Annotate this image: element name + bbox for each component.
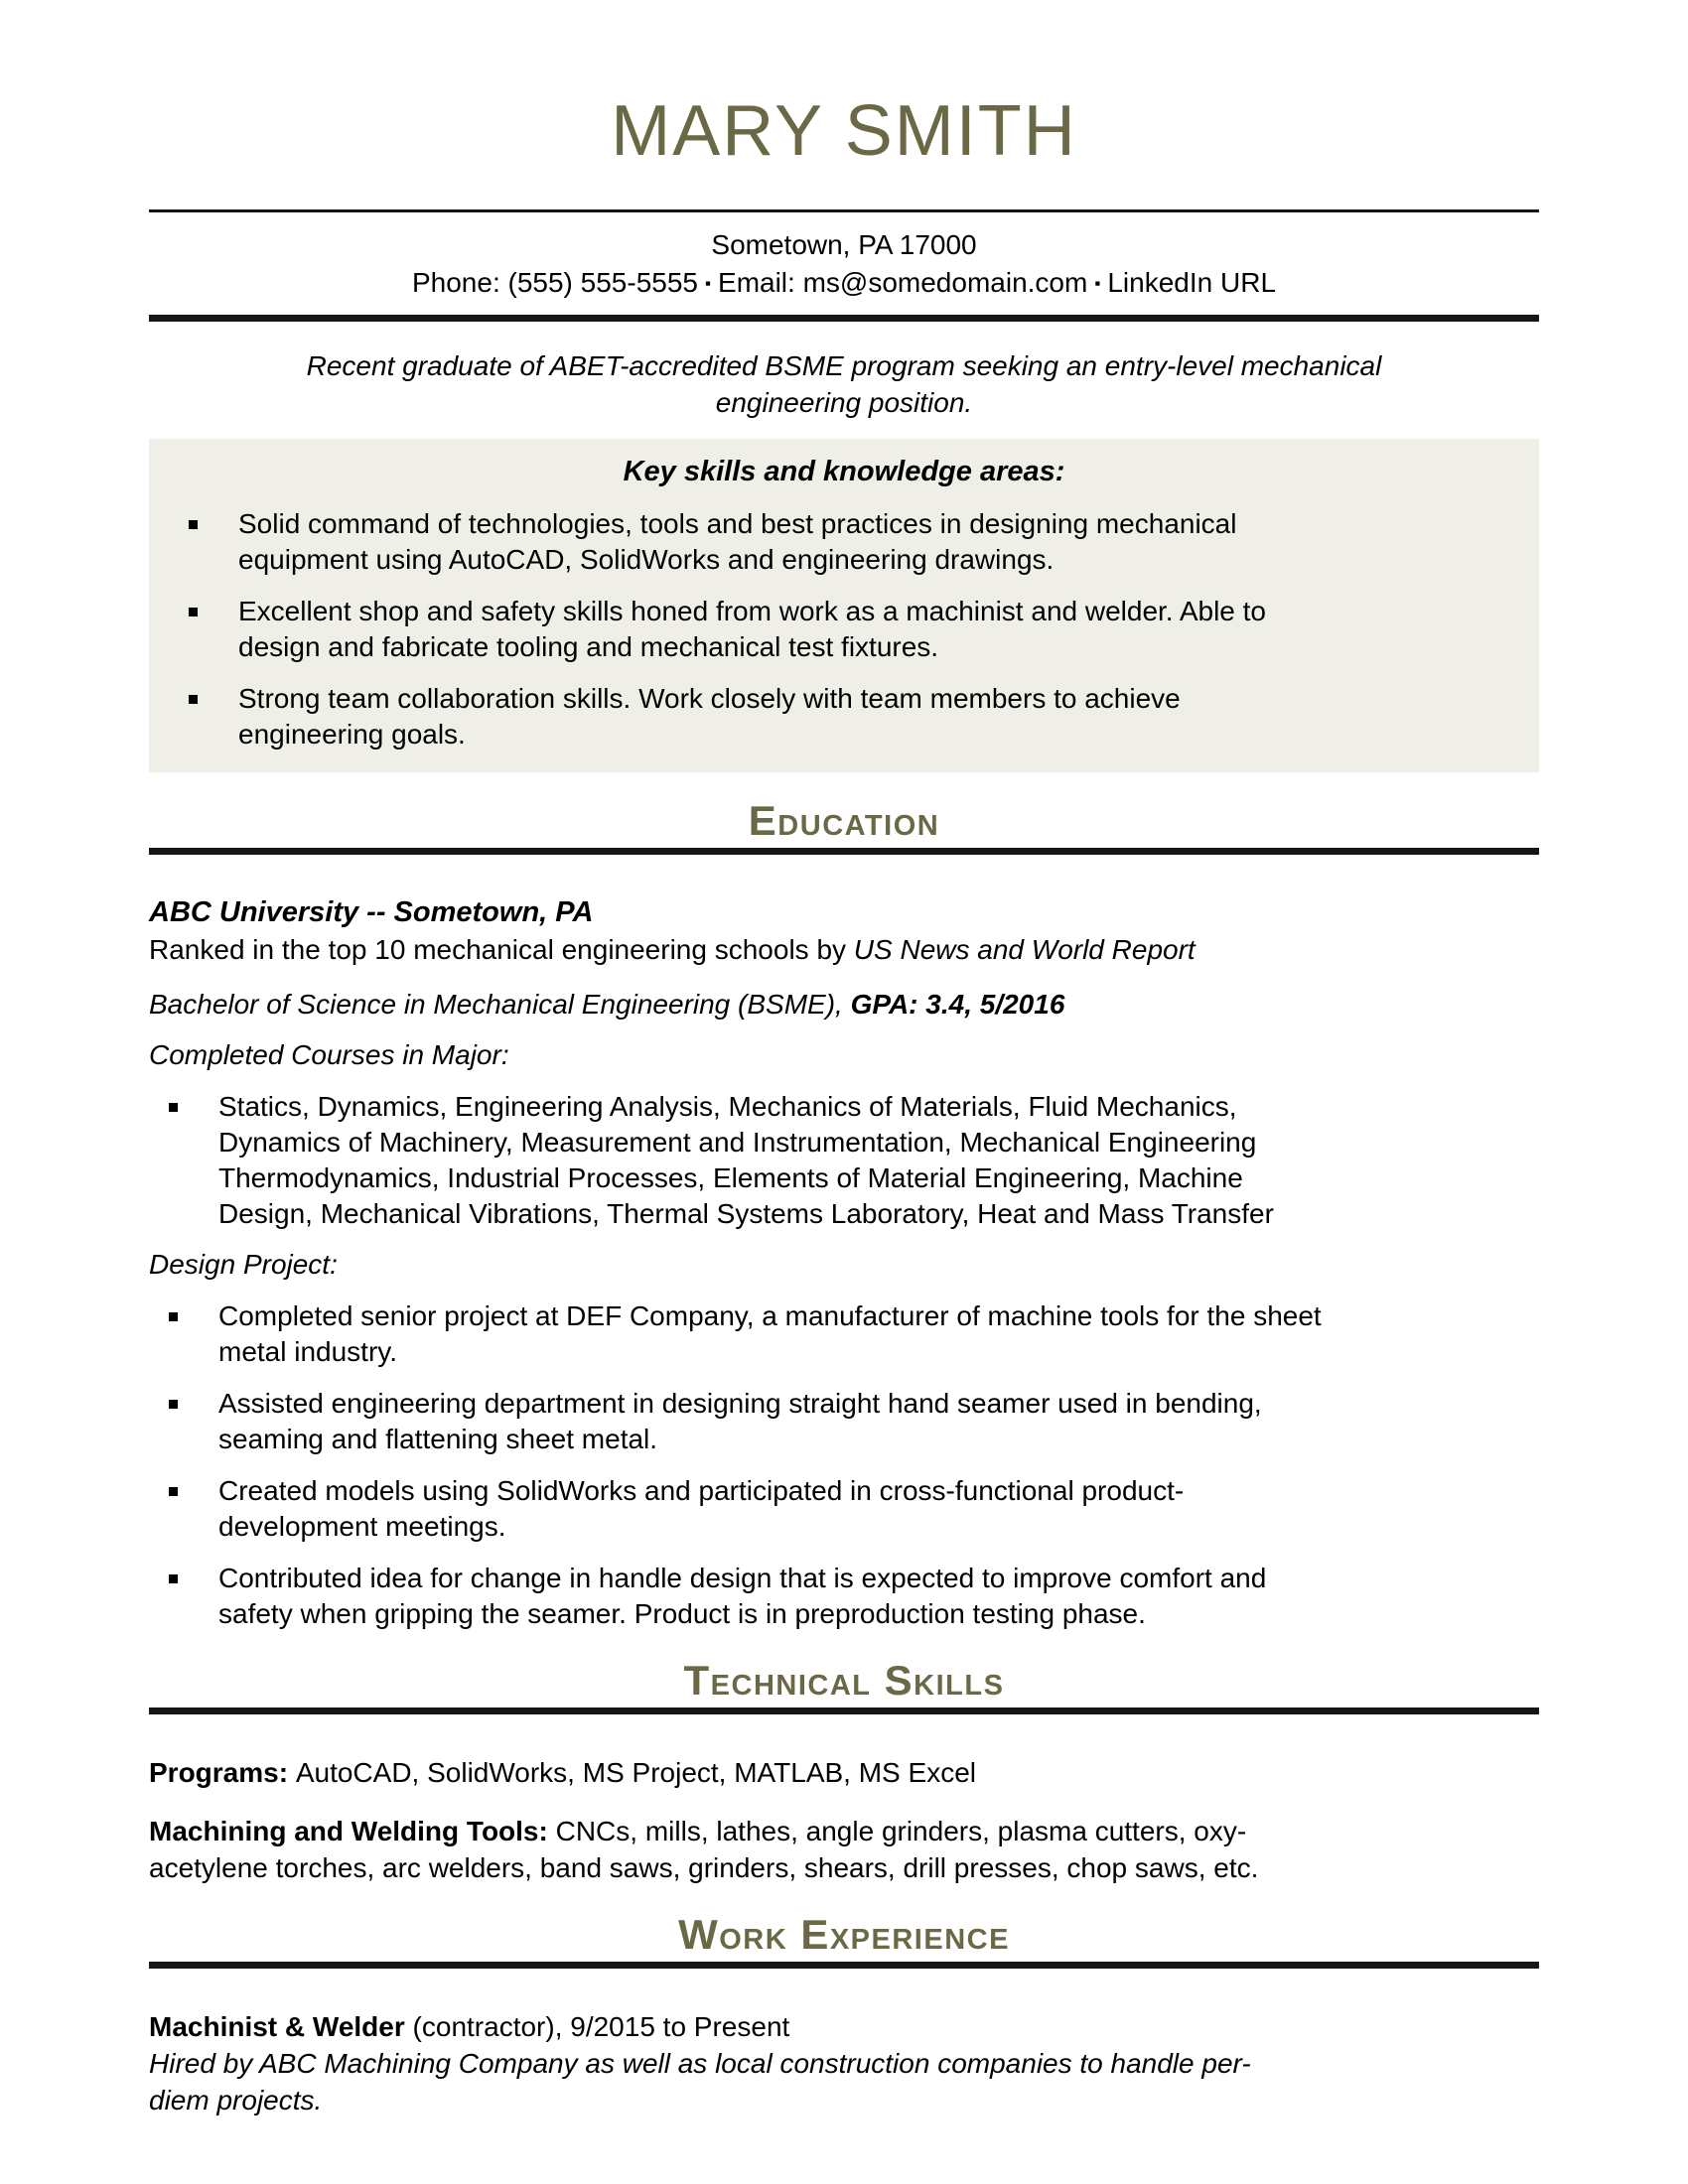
location-line: Sometown, PA 17000 [711,228,977,260]
key-skills-box [149,439,1539,772]
bullet-icon [169,1103,178,1112]
bullet-icon [169,1400,178,1409]
programs-text: AutoCAD, SolidWorks, MS Project, MATLAB, MS Excel [295,1756,976,1788]
courses-text: Statics, Dynamics, Engineering Analysis, Mechanics of Materials, Fluid Mechanics, Dynamics of Machinery, Measurement and Instrumentation, Mechanical Engineering Thermodynamics, Industrial Processes, Elements of Material Engineering, Machine Design, Mechanical Vibrations, Thermal Systems Laboratory, Heat and Mass Transfer [218,1090,1274,1229]
work-experience-heading: Work Experience [678,1910,1010,1958]
education-heading: Education [748,796,940,844]
technical-skills-heading: Technical Skills [683,1656,1005,1704]
person-name: MARY SMITH [611,91,1077,171]
key-skill-text: Strong team collaboration skills. Work closely with team members to achieve engineering goals. [238,682,1181,750]
design-bullet-text: Assisted engineering department in designing straight hand seamer used in bending, seaming and flattening sheet metal. [218,1387,1262,1454]
work-experience-section [149,1912,1539,2118]
tools-label: Machining and Welding Tools: [149,1815,556,1846]
header-divider-thick [149,315,1539,322]
school-line: ABC University -- Sometown, PA [149,895,594,928]
list-item [149,1561,1539,1632]
bullet-icon [189,695,198,704]
school-ranking-line [149,931,1539,968]
section-divider [149,848,1539,855]
ranking-text: Ranked in the top 10 mechanical engineering schools by [149,933,854,965]
list-item [189,506,1499,578]
degree-line [149,986,1539,1023]
list-item [149,1473,1539,1545]
tools-text: CNCs, mills, lathes, angle grinders, plasma cutters, oxy-acetylene torches, arc welders, band saws, grinders, shears, drill presses, chop saws, etc. [149,1815,1259,1883]
job-summary: Hired by ABC Machining Company as well as local construction companies to handle per-diem projects. [149,2047,1251,2116]
linkedin-text: LinkedIn URL [1107,266,1277,298]
email-text: Email: ms@somedomain.com [718,266,1088,298]
list-item [189,594,1499,665]
objective-statement: Recent graduate of ABET-accredited BSME program seeking an entry-level mechanical engineering position. [306,349,1382,418]
key-skill-text: Solid command of technologies, tools and best practices in designing mechanical equipment using AutoCAD, SolidWorks and engineering drawings. [238,507,1237,575]
degree-text: Bachelor of Science in Mechanical Engineering (BSME), [149,988,851,1020]
resume-header [149,91,1539,322]
design-project-label: Design Project: [149,1248,338,1280]
separator-square-icon: ▪ [704,273,712,293]
courses-label: Completed Courses in Major: [149,1038,509,1070]
key-skills-title: Key skills and knowledge areas: [623,455,1065,487]
tools-line [149,1813,1301,1886]
separator-square-icon: ▪ [1094,273,1101,293]
bullet-icon [169,1574,178,1583]
design-bullet-text: Created models using SolidWorks and participated in cross-functional product-development meetings. [218,1474,1185,1542]
programs-label: Programs: [149,1756,296,1788]
technical-skills-section [149,1658,1539,1886]
phone-text: Phone: (555) 555-5555 [411,266,698,298]
education-section [149,798,1539,1632]
key-skill-text: Excellent shop and safety skills honed from work as a machinist and welder. Able to design and fabricate tooling and mechanical test fixtures. [238,595,1266,662]
ranking-source: US News and World Report [853,933,1196,965]
design-bullet-text: Contributed idea for change in handle design that is expected to improve comfort and safety when gripping the seamer. Product is in preproduction testing phase. [218,1562,1267,1629]
header-divider-thin [149,209,1539,212]
section-divider [149,1962,1539,1969]
bullet-icon [189,520,198,529]
gpa-text: GPA: 3.4, 5/2016 [850,988,1065,1020]
job-meta: (contractor), 9/2015 to Present [404,2010,790,2042]
job-title: Machinist & Welder [149,2010,405,2042]
list-item [149,1089,1539,1232]
list-item [189,681,1499,752]
contact-line [149,264,1539,303]
bullet-icon [169,1487,178,1496]
programs-line [149,1754,1301,1791]
bullet-icon [169,1312,178,1321]
section-divider [149,1707,1539,1714]
contact-block [149,226,1539,303]
design-bullet-text: Completed senior project at DEF Company, a manufacturer of machine tools for the sheet metal industry. [218,1299,1322,1367]
list-item [149,1298,1539,1370]
list-item [149,1386,1539,1457]
bullet-icon [189,608,198,616]
job-title-line [149,2008,1539,2045]
